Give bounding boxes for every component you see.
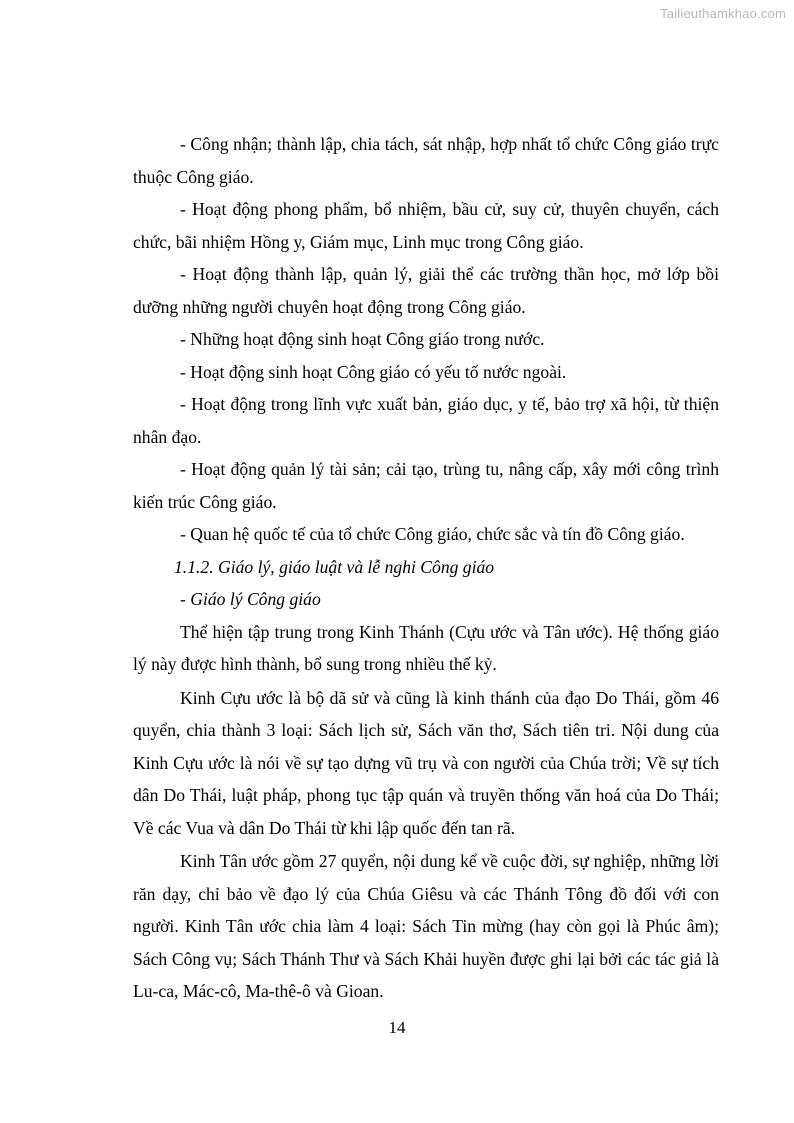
subheading: - Giáo lý Công giáo <box>180 589 321 609</box>
section-heading: 1.1.2. Giáo lý, giáo luật và lễ nghi Công giáo <box>174 556 495 577</box>
list-item: - Những hoạt động sinh hoạt Công giáo trong nước. <box>180 329 545 349</box>
page-content <box>133 128 719 1008</box>
page-number: 14 <box>388 1018 406 1037</box>
list-item: - Hoạt động trong lĩnh vực xuất bản, giáo dục, y tế, bảo trợ xã hội, từ thiện nhân đạo. <box>133 394 719 447</box>
list-item: - Hoạt động thành lập, quản lý, giải thể các trường thần học, mở lớp bồi dưỡng những người chuyên hoạt động trong Công giáo. <box>133 264 719 317</box>
body-paragraph: Thể hiện tập trung trong Kinh Thánh (Cựu ước và Tân ước). Hệ thống giáo lý này được hình thành, bổ sung trong nhiều thế kỷ. <box>133 621 719 674</box>
list-item: - Quan hệ quốc tế của tổ chức Công giáo, chức sắc và tín đồ Công giáo. <box>180 524 685 544</box>
body-paragraph: Kinh Cựu ước là bộ dã sử và cũng là kinh thánh của đạo Do Thái, gồm 46 quyển, chia thành 3 loại: Sách lịch sử, Sách văn thơ, Sách tiên tri. Nội dung của Kinh Cựu ước là nói về sự tạo dựng vũ trụ và con người của Chúa trời; Về sự tích dân Do Thái, luật pháp, phong tục tập quán và truyền thống văn hoá của Do Thái; Về các Vua và dân Do Thái từ khi lập quốc đến tan rã. <box>133 687 719 838</box>
list-item: - Hoạt động quản lý tài sản; cải tạo, trùng tu, nâng cấp, xây mới công trình kiến trúc Công giáo. <box>133 459 719 512</box>
list-item: - Công nhận; thành lập, chia tách, sát nhập, hợp nhất tổ chức Công giáo trực thuộc Công giáo. <box>133 134 719 187</box>
list-item: - Hoạt động sinh hoạt Công giáo có yếu tố nước ngoài. <box>180 361 567 382</box>
watermark: Tailieuthamkhao.com <box>660 6 786 21</box>
list-item: - Hoạt động phong phẩm, bổ nhiệm, bầu cử, suy cử, thuyên chuyển, cách chức, bãi nhiệm Hồng y, Giám mục, Linh mục trong Công giáo. <box>133 199 719 252</box>
body-paragraph: Kinh Tân ước gồm 27 quyển, nội dung kể về cuộc đời, sự nghiệp, những lời răn dạy, chỉ bảo về đạo lý của Chúa Giêsu và các Thánh Tông đồ đối với con người. Kinh Tân ước chia làm 4 loại: Sách Tin mừng (hay còn gọi là Phúc âm); Sách Công vụ; Sách Thánh Thư và Sách Khải huyền được ghi lại bởi các tác giả là Lu-ca, Mác-cô, Ma-thê-ô và Gioan. <box>133 851 719 1001</box>
